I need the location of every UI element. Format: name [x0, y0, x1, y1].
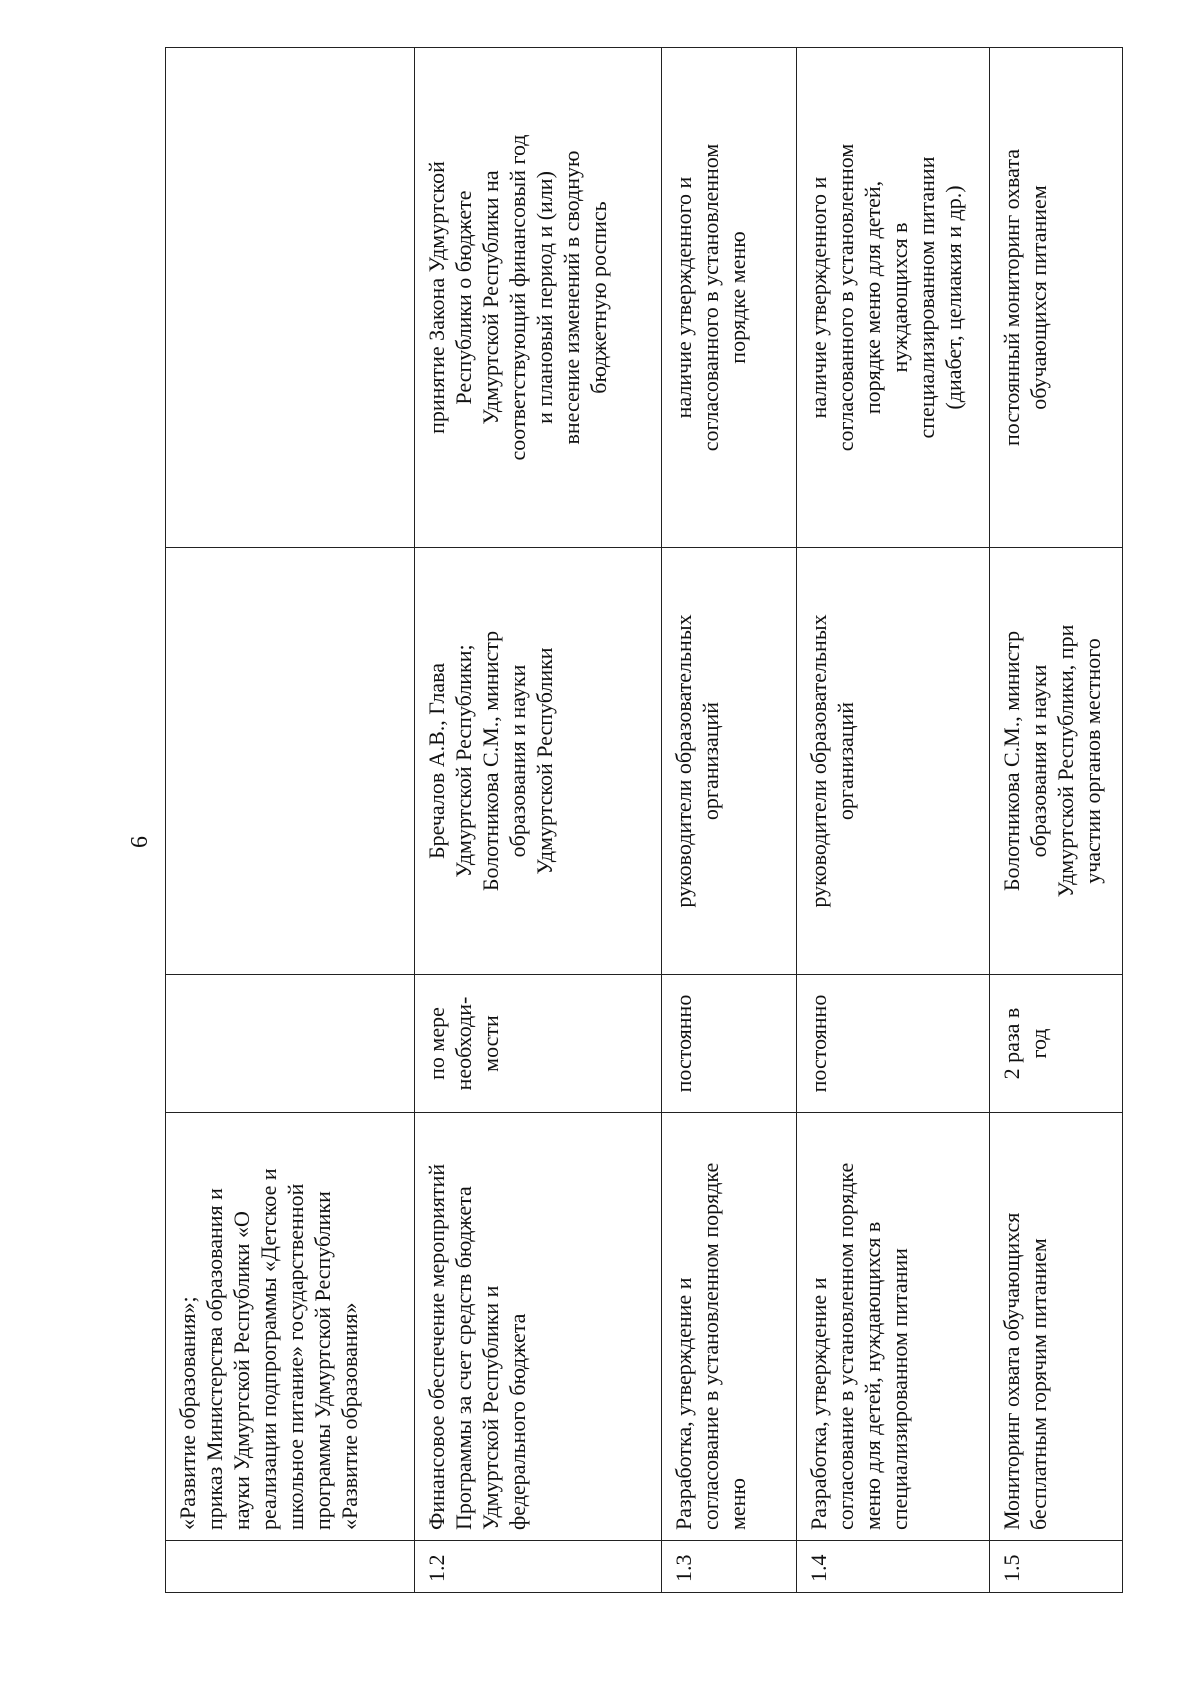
cell-line: «Развитие образования»	[337, 1302, 362, 1530]
cell-line: Финансовое обеспечение мероприятий	[424, 1163, 449, 1530]
cell-line: и плановый период и (или)	[532, 171, 557, 424]
cell-line: наличие утвержденного и	[671, 176, 696, 419]
cell-line: образования и науки	[505, 664, 530, 858]
responsible-cell	[797, 548, 990, 975]
event-cell	[662, 1113, 797, 1541]
responsible-cell	[662, 548, 797, 975]
cell-line: Удмуртской Республики и	[478, 1285, 503, 1530]
table-row	[662, 48, 797, 1593]
cell-line: постоянно	[671, 994, 696, 1093]
cell-line: Бречалов А.В., Глава	[424, 663, 449, 859]
responsible-cell	[166, 548, 415, 975]
cell-line: реализации подпрограммы «Детское и	[256, 1168, 281, 1530]
cell-line: наличие утвержденного и	[806, 176, 831, 419]
result-cell	[662, 48, 797, 548]
cell-line: Разработка, утверждение и	[806, 1277, 831, 1530]
term-cell	[990, 975, 1123, 1113]
term-cell	[415, 975, 662, 1113]
term-cell	[797, 975, 990, 1113]
cell-line: руководители образовательных	[806, 614, 831, 908]
cell-line: Удмуртской Республики, при	[1053, 624, 1078, 898]
cell-line: программы Удмуртской Республики	[310, 1191, 335, 1530]
cell-line: постоянный мониторинг охвата	[999, 149, 1024, 446]
cell-line: Мониторинг охвата обучающихся	[999, 1212, 1024, 1530]
cell-line: обучающихся питанием	[1026, 185, 1051, 410]
cell-line: Удмуртской Республики	[532, 647, 557, 875]
cell-line: согласованного в установленном	[833, 143, 858, 452]
event-cell	[797, 1113, 990, 1541]
cell-line: мости	[478, 1015, 503, 1072]
row-number: 1.3	[662, 1541, 797, 1593]
term-cell	[166, 975, 415, 1113]
cell-line: приказ Министерства образования и	[202, 1188, 227, 1530]
cell-line: год	[1026, 1028, 1051, 1059]
event-cell	[166, 1113, 415, 1541]
cell-line: нуждающихся в	[887, 222, 912, 373]
cell-line: бесплатным горячим питанием	[1026, 1238, 1051, 1530]
cell-line: Разработка, утверждение и	[671, 1277, 696, 1530]
cell-line: участии органов местного	[1080, 638, 1105, 884]
table-row	[797, 48, 990, 1593]
plan-table	[165, 47, 1123, 1593]
cell-line: соответствующий финансовый год	[505, 134, 530, 461]
cell-line: меню для детей, нуждающихся в	[860, 1221, 885, 1530]
cell-line: необходи-	[451, 996, 476, 1091]
event-cell	[415, 1113, 662, 1541]
cell-line: принятие Закона Удмуртской	[424, 161, 449, 434]
cell-line: Болотникова С.М., министр	[999, 630, 1024, 892]
row-number	[166, 1541, 415, 1593]
cell-line: меню	[725, 1478, 750, 1530]
cell-line: по мере	[424, 1007, 449, 1080]
plan-table-body	[166, 48, 1123, 1593]
cell-line: федерального бюджета	[505, 1313, 530, 1530]
cell-line: науки Удмуртской Республики «О	[229, 1211, 254, 1530]
table-row	[166, 48, 415, 1593]
plan-table-rotated	[165, 48, 1105, 1593]
cell-line: организаций	[698, 701, 723, 821]
term-cell	[662, 975, 797, 1113]
result-cell	[415, 48, 662, 548]
cell-line: 2 раза в	[999, 1007, 1024, 1080]
responsible-cell	[990, 548, 1123, 975]
cell-line: специализированном питании	[887, 1248, 912, 1530]
cell-line: внесение изменений в сводную	[559, 150, 584, 445]
event-cell	[990, 1113, 1123, 1541]
cell-line: согласование в установленном порядке	[833, 1162, 858, 1530]
cell-line: Программы за счет средств бюджета	[451, 1186, 476, 1530]
table-row	[990, 48, 1123, 1593]
cell-line: Республики о бюджете	[451, 190, 476, 405]
cell-line: Удмуртской Республики;	[451, 644, 476, 878]
row-number: 1.4	[797, 1541, 990, 1593]
cell-line: руководители образовательных	[671, 614, 696, 908]
cell-line: образования и науки	[1026, 664, 1051, 858]
cell-line: порядке меню	[725, 231, 750, 364]
cell-line: постоянно	[806, 994, 831, 1093]
cell-line: «Развитие образования»;	[175, 1296, 200, 1530]
result-cell	[797, 48, 990, 548]
table-row	[415, 48, 662, 1593]
row-number: 1.2	[415, 1541, 662, 1593]
cell-line: согласование в установленном порядке	[698, 1162, 723, 1530]
cell-line: специализированном питании	[914, 156, 939, 439]
row-number: 1.5	[990, 1541, 1123, 1593]
result-cell	[166, 48, 415, 548]
cell-line: организаций	[833, 701, 858, 821]
cell-line: школьное питание» государственной	[283, 1183, 308, 1530]
page-number: 6	[127, 836, 153, 848]
cell-line: (диабет, целиакия и др.)	[941, 185, 966, 410]
responsible-cell	[415, 548, 662, 975]
cell-line: Удмуртской Республики на	[478, 170, 503, 425]
cell-line: Болотникова С.М., министр	[478, 630, 503, 892]
cell-line: согласованного в установленном	[698, 143, 723, 452]
cell-line: бюджетную роспись	[586, 201, 611, 394]
result-cell	[990, 48, 1123, 548]
cell-line: порядке меню для детей,	[860, 180, 885, 415]
